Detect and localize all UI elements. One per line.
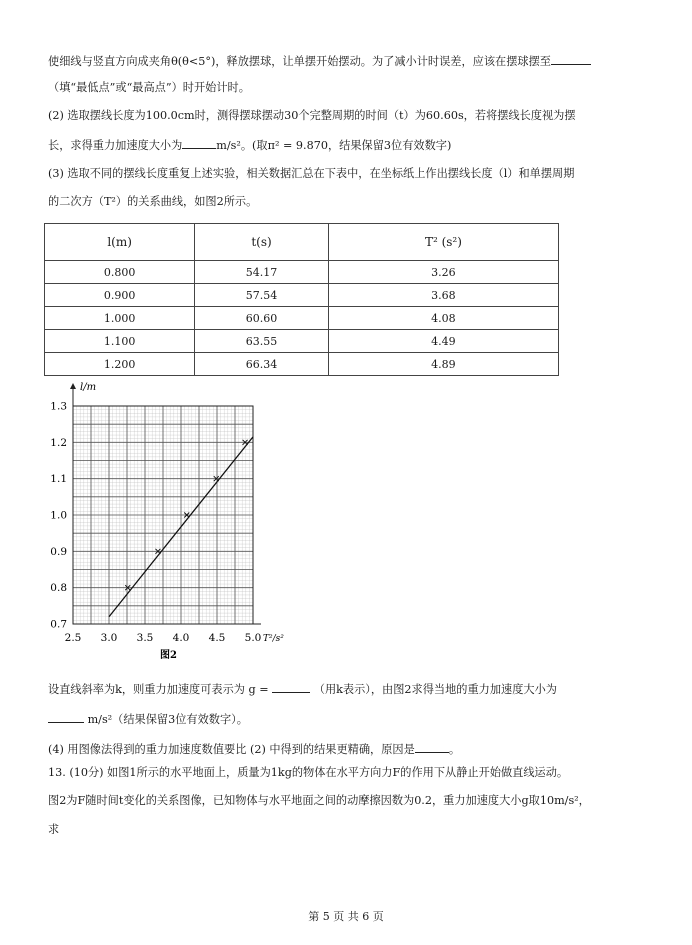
paragraph-line: 图2为F随时间t变化的关系图像，已知物体与水平地面之间的动摩擦因数为0.2，重力加速度大小g取10m/s²， [48, 794, 590, 807]
y-axis-arrow [70, 383, 76, 389]
y-tick-label: 1.2 [50, 436, 67, 449]
table-header-period-squared: T² (s²) [328, 224, 558, 261]
x-tick-label: 4.5 [208, 632, 226, 644]
table-header-length: l(m) [45, 224, 195, 261]
paragraph-line: 设直线斜率为k，则重力加速度可表示为 g = （用k表示），由图2求得当地的重力加速度大小为 [48, 680, 557, 698]
table-cell: 3.26 [328, 261, 558, 284]
table-cell: 66.34 [195, 353, 329, 376]
x-tick-label: 3.0 [100, 632, 118, 644]
table-cell: 54.17 [195, 261, 329, 284]
table-cell: 0.900 [45, 284, 195, 307]
table-cell: 63.55 [195, 330, 329, 353]
x-tick-label: 4.0 [172, 632, 190, 644]
x-tick-label: 2.5 [64, 632, 82, 644]
table-row [45, 284, 559, 307]
table-row [45, 261, 559, 284]
table-cell: 1.200 [45, 353, 195, 376]
table-cell: 0.800 [45, 261, 195, 284]
answer-blank[interactable] [48, 710, 84, 723]
paragraph-line: 长，求得重力加速度大小为 m/s²。(取π² = 9.870，结果保留3位有效数字) [48, 136, 451, 154]
y-tick-label: 0.9 [50, 545, 67, 558]
data-table [44, 223, 559, 376]
paragraph-line: 求 [48, 823, 60, 836]
y-tick-label: 0.8 [50, 582, 67, 595]
table-cell: 4.49 [328, 330, 558, 353]
paragraph-line: m/s²（结果保留3位有效数字）。 [48, 710, 248, 728]
page-footer: 第 5 页 共 6 页 [308, 910, 384, 923]
x-tick-label: 3.5 [136, 632, 154, 644]
table-cell: 4.08 [328, 307, 558, 330]
table-cell: 57.54 [195, 284, 329, 307]
y-tick-label: 1.3 [50, 400, 67, 413]
paragraph-line: (2) 选取摆线长度为100.0cm时，测得摆球摆动30个完整周期的时间（t）为60.60s，若将摆线长度视为摆 [48, 109, 576, 122]
paragraph-line: (3) 选取不同的摆线长度重复上述实验，相关数据汇总在下表中，在坐标纸上作出摆线长度（l）和单摆周期 [48, 167, 575, 180]
table-cell: 1.000 [45, 307, 195, 330]
answer-blank[interactable] [182, 136, 216, 149]
answer-blank[interactable] [551, 52, 591, 65]
x-axis-label: T²/s² [263, 634, 284, 644]
l-vs-t-squared-graph [40, 380, 320, 665]
table-row [45, 353, 559, 376]
y-axis-label: l/m [80, 382, 97, 393]
table-row [45, 330, 559, 353]
x-tick-label: 5.0 [244, 632, 262, 644]
paragraph-line: (4) 用图像法得到的重力加速度数值要比 (2) 中得到的结果更精确，原因是 。 [48, 740, 460, 758]
paragraph-line: 13. (10分) 如图1所示的水平地面上，质量为1kg的物体在水平方向力F的作用下从静止开始做直线运动。 [48, 766, 569, 779]
paragraph-line: （填“最低点”或“最高点”）时开始计时。 [48, 81, 250, 94]
table-cell: 3.68 [328, 284, 558, 307]
table-header-row [45, 224, 559, 261]
table-cell: 1.100 [45, 330, 195, 353]
table-cell: 4.89 [328, 353, 558, 376]
answer-blank[interactable] [415, 740, 449, 753]
y-tick-label: 1.0 [50, 509, 67, 522]
answer-blank[interactable] [272, 680, 310, 693]
paragraph-line: 的二次方（T²）的关系曲线，如图2所示。 [48, 195, 258, 208]
table-header-time: t(s) [195, 224, 329, 261]
table-cell: 60.60 [195, 307, 329, 330]
paragraph-line: 使细线与竖直方向成夹角θ(θ<5°)，释放摆球，让单摆开始摆动。为了减小计时误差，应该在摆球摆至 [48, 52, 591, 70]
y-tick-label: 1.1 [50, 473, 67, 486]
y-tick-label: 0.7 [50, 618, 67, 631]
figure-caption: 图2 [160, 650, 177, 661]
table-row [45, 307, 559, 330]
